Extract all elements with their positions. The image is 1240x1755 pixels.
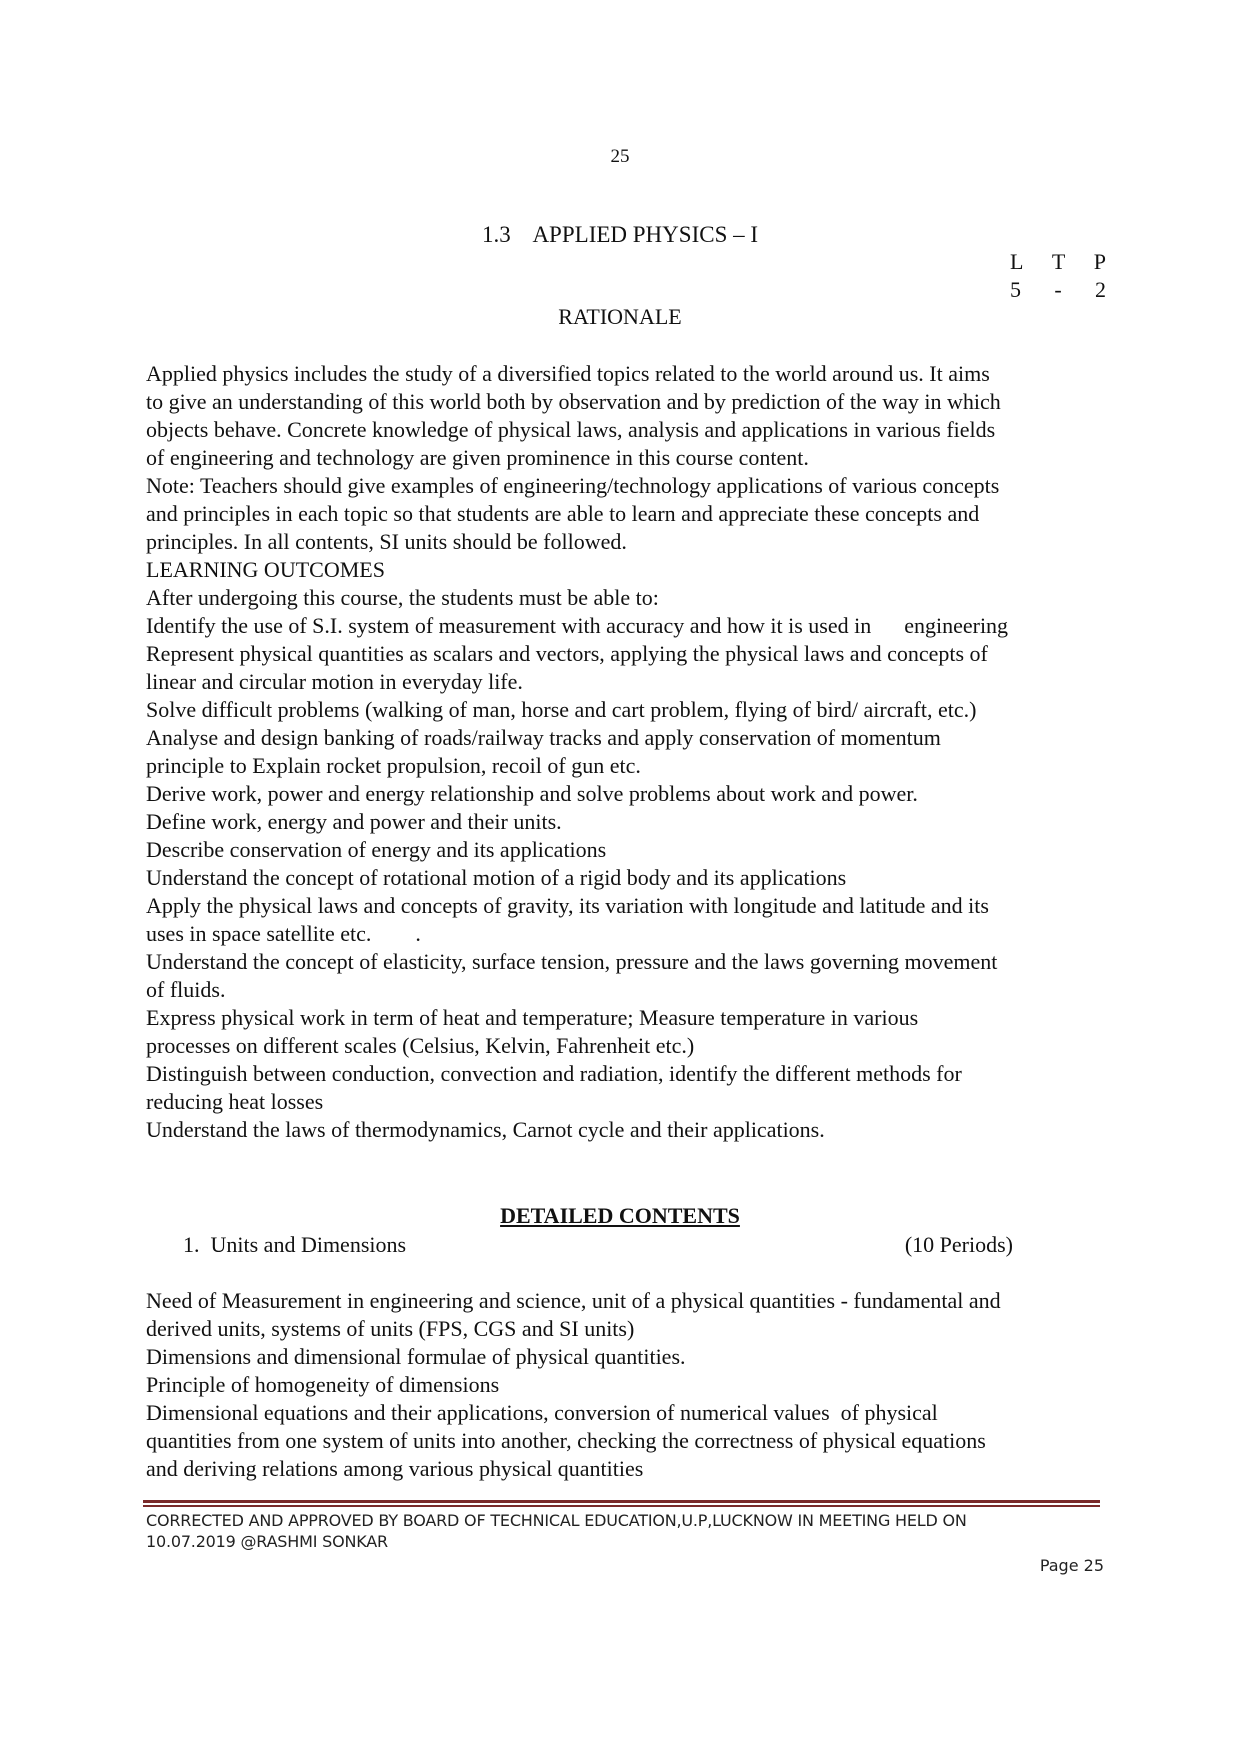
footer-page-number: Page 25 <box>1039 1556 1104 1575</box>
body-line: Note: Teachers should give examples of engineering/technology applications of various concepts <box>146 473 1000 498</box>
body-line: Express physical work in term of heat and temperature; Measure temperature in various <box>146 1005 919 1030</box>
body-line: Understand the concept of elasticity, surface tension, pressure and the laws governing movement <box>146 949 998 974</box>
body-line: Identify the use of S.I. system of measurement with accuracy and how it is used in engineering <box>146 613 1009 638</box>
body-line: reducing heat losses <box>146 1089 324 1114</box>
footer-note-line-1: CORRECTED AND APPROVED BY BOARD OF TECHNICAL EDUCATION,U.P,LUCKNOW IN MEETING HELD ON <box>146 1511 967 1530</box>
ltp-l-label: L <box>1010 249 1024 274</box>
footer-note <box>146 1510 1106 1552</box>
detailed-contents-heading <box>0 1203 1240 1229</box>
body-line: Analyse and design banking of roads/railway tracks and apply conservation of momentum <box>146 725 941 750</box>
body-line: objects behave. Concrete knowledge of physical laws, analysis and applications in various fields <box>146 417 996 442</box>
rationale-heading: RATIONALE <box>558 304 682 329</box>
body-line: Applied physics includes the study of a diversified topics related to the world around us. It aims <box>146 361 990 386</box>
body-line: Represent physical quantities as scalars and vectors, applying the physical laws and concepts of <box>146 641 988 666</box>
footer-rule <box>143 1500 1100 1507</box>
unit-line: derived units, systems of units (FPS, CGS and SI units) <box>146 1316 635 1341</box>
top-page-number: 25 <box>610 146 630 167</box>
learning-outcomes-heading: LEARNING OUTCOMES <box>146 557 385 582</box>
ltp-p-label: P <box>1093 249 1106 274</box>
unit-line: Principle of homogeneity of dimensions <box>146 1372 500 1397</box>
body-line: Derive work, power and energy relationship and solve problems about work and power. <box>146 781 918 806</box>
ltp-table <box>1010 248 1106 304</box>
unit-line: and deriving relations among various physical quantities <box>146 1456 644 1481</box>
body-line: principles. In all contents, SI units should be followed. <box>146 529 627 554</box>
body-line: processes on different scales (Celsius, Kelvin, Fahrenheit etc.) <box>146 1033 695 1058</box>
body-line: Distinguish between conduction, convection and radiation, identify the different methods for <box>146 1061 962 1086</box>
unit-heading-row <box>183 1231 1013 1259</box>
body-line: Understand the laws of thermodynamics, Carnot cycle and their applications. <box>146 1117 825 1142</box>
body-line: and principles in each topic so that students are able to learn and appreciate these concepts and <box>146 501 980 526</box>
body-line: Define work, energy and power and their units. <box>146 809 562 834</box>
footer-rule-top <box>143 1500 1100 1503</box>
footer-rule-bottom <box>143 1505 1100 1507</box>
body-line: to give an understanding of this world both by observation and by prediction of the way in which <box>146 389 1001 414</box>
body-line: Solve difficult problems (walking of man, horse and cart problem, flying of bird/ aircraft, etc.) <box>146 697 977 722</box>
detailed-contents-heading-text: DETAILED CONTENTS <box>500 1203 740 1228</box>
unit-line: quantities from one system of units into another, checking the correctness of physical equations <box>146 1428 986 1453</box>
footer-note-line-2: 10.07.2019 @RASHMI SONKAR <box>146 1532 388 1551</box>
unit-periods: (10 Periods) <box>904 1232 1013 1257</box>
course-title: 1.3 APPLIED PHYSICS – I <box>481 222 759 247</box>
body-line: After undergoing this course, the students must be able to: <box>146 585 659 610</box>
ltp-l-value: 5 <box>1010 277 1021 302</box>
unit-line: Dimensions and dimensional formulae of physical quantities. <box>146 1344 686 1369</box>
unit-line: Need of Measurement in engineering and science, unit of a physical quantities - fundamental and <box>146 1288 1001 1313</box>
ltp-t-label: T <box>1051 249 1066 274</box>
unit-content <box>146 1287 1106 1483</box>
body-line: of engineering and technology are given prominence in this course content. <box>146 445 809 470</box>
unit-line: Dimensional equations and their applications, conversion of numerical values of physical <box>146 1400 938 1425</box>
body-line: of fluids. <box>146 977 226 1002</box>
body-line: Understand the concept of rotational motion of a rigid body and its applications <box>146 865 847 890</box>
body-line: Apply the physical laws and concepts of gravity, its variation with longitude and latitude and its <box>146 893 989 918</box>
body-line: principle to Explain rocket propulsion, recoil of gun etc. <box>146 753 641 778</box>
body-line: linear and circular motion in everyday life. <box>146 669 523 694</box>
body-line: uses in space satellite etc. . <box>146 921 421 946</box>
rationale-and-outcomes <box>146 360 1106 1144</box>
ltp-p-value: 2 <box>1094 277 1106 302</box>
ltp-t-value: - <box>1054 277 1062 302</box>
unit-title: 1. Units and Dimensions <box>183 1232 407 1257</box>
body-line: Describe conservation of energy and its applications <box>146 837 607 862</box>
